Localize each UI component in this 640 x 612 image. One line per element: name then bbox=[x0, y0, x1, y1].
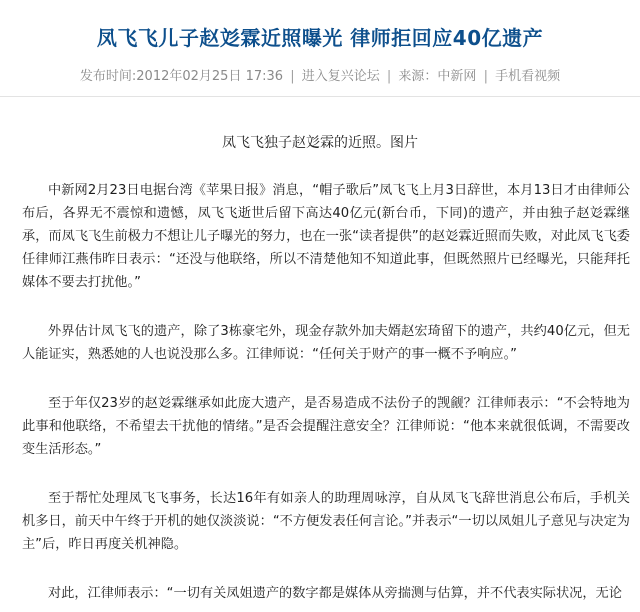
article-paragraph: 对此，江律师表示：“一切有关凤姐遗产的数字都是媒体从旁揣测与估算，并不代表实际状况，无论 bbox=[48, 586, 622, 601]
article-headline: 凤飞飞儿子赵彣霖近照曝光 律师拒回应40亿遗产 bbox=[96, 26, 544, 51]
article-paragraph: 中新网2月23日电据台湾《苹果日报》消息，“帽子歌后”凤飞飞上月3日辞世，本月13日才由律师公布后，各界无不震惊和遗憾，凤飞飞逝世后留下高达40亿元(新台币，下同)的遗产，并由独子赵彣霖继承，而凤飞飞生前极力不想让儿子曝光的努力，也在一张“读者提供”的赵彣霖近照而失败，对此凤飞飞委任律师江燕伟昨日表示：“还没与他联络，所以不清楚他知不知道此事，但既然照片已经曝光，只能拜托媒体不要去打扰他。” bbox=[22, 183, 630, 290]
article-paragraph: 至于帮忙处理凤飞飞事务，长达16年有如亲人的助理周咏淳，自从凤飞飞辞世消息公布后，手机关机多日，前天中午终于开机的她仅淡淡说：“不方便发表任何言论。”并表示“一切以凤姐儿子意见与决定为主”后，昨日再度关机神隐。 bbox=[22, 491, 630, 552]
photo-caption: 凤飞飞独子赵彣霖的近照。图片 bbox=[222, 135, 418, 151]
source-label: 来源：中新网 bbox=[398, 69, 477, 84]
article-body bbox=[22, 179, 630, 612]
forum-link[interactable]: 进入复兴论坛 bbox=[301, 69, 380, 84]
meta-separator: | bbox=[386, 69, 392, 84]
header-divider bbox=[0, 96, 640, 97]
publish-time: 发布时间:2012年02月25日 17:36 bbox=[79, 69, 284, 84]
article-meta bbox=[0, 68, 640, 86]
mobile-video-link[interactable]: 手机看视频 bbox=[495, 69, 561, 84]
article-paragraph: 至于年仅23岁的赵彣霖继承如此庞大遗产，是否易造成不法份子的觊觎？江律师表示：“不会特地为此事和他联络，不希望去干扰他的情绪。”是否会提醒注意安全？江律师说：“他本来就很低调，不需要改变生活形态。” bbox=[22, 396, 630, 457]
meta-separator: | bbox=[290, 69, 295, 84]
meta-separator: | bbox=[483, 69, 488, 84]
article-paragraph: 外界估计凤飞飞的遗产，除了3栋豪宅外，现金存款外加夫婿赵宏琦留下的遗产，共约40亿元，但无人能证实，熟悉她的人也说没那么多。江律师说：“任何关于财产的事一概不予响应。” bbox=[22, 324, 630, 362]
